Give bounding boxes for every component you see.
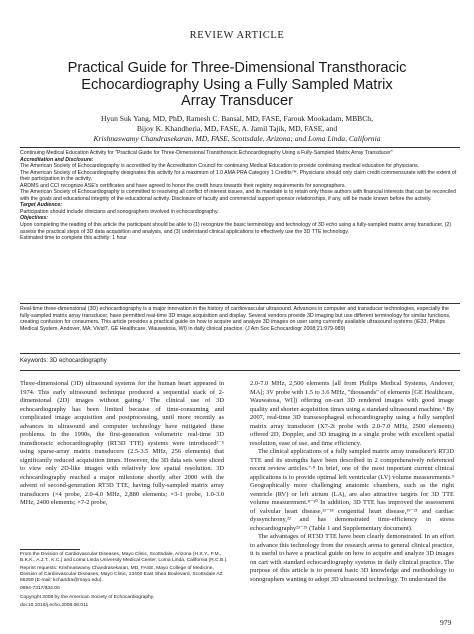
cme-box bbox=[20, 150, 460, 242]
page-number: 979 bbox=[440, 618, 452, 627]
body-column-left bbox=[20, 380, 224, 508]
accreditation-text-4: The American Society of Echocardiography is committed to resolving all conflict of interest issues, and its mandate is to retain only those authors with financial interests that can be reconciled with the goals and educational integrity of the educational activity. Disclosure of faculty and commercial support sponsor relationships, if any, will be made known before the activity. bbox=[20, 189, 456, 202]
copyright-note: Copyright 2008 by the American Society of Echocardiography. bbox=[20, 594, 155, 600]
article-title bbox=[40, 60, 434, 110]
cme-top-rule bbox=[20, 147, 460, 148]
footnotes bbox=[20, 552, 230, 611]
authors-line-3: Krishnaswamy Chandrasekaran, MD, FASE, Scottsdale, Arizona; and Loma Linda, California bbox=[93, 134, 381, 144]
cme-intro: Continuing Medical Education Activity for "Practical Guide for Three-Dimensional Transthoracic Echocardiography Using a Fully-Sampled Matrix Array Transducer" bbox=[20, 150, 393, 156]
objectives-heading: Objectives: bbox=[20, 215, 48, 222]
affiliation-note: From the Division of Cardiovascular Diseases, Mayo Clinic, Scottsdale, Arizona (H.S.Y., F.M., B.K.K., A.J.T., K.C.) and Loma Linda University Medical Center, Loma Linda, California (R.C.B.). bbox=[20, 552, 228, 564]
abstract-text: Real-time three-dimensional (3D) echocardiography is a major innovation in the history of cardiovascular ultrasound. Advances in computer and transducer technologies, especially the fully-sampled matrix array transducer, have permitted real-time 3D image acquisition and display. Several vendors provide 3D imaging but use different terminology for similar functions, creating confusion for consumers. This article provides a practical guide on how to acquire and analyze 3D images on user using currently available ultrasound systems (iE33, Philips Medical System, Andover, MA; Vivid7, GE Healthcare, Wauwatosa, WI) in daily clinical practice. (J Am Soc Echocardiogr 2008;21:979-989) bbox=[20, 306, 451, 332]
keywords: Keywords: 3D echocardiography bbox=[20, 358, 107, 364]
title-line-3: Array Transducer bbox=[181, 93, 293, 109]
article-type-header: REVIEW ARTICLE bbox=[189, 30, 285, 41]
accreditation-text-3: ARDMS and CCI recognize ASE's certificates and have agreed to honor the credit hours towards their registry requirements for sonographers. bbox=[20, 182, 346, 189]
title-line-2: Echocardiography Using a Fully Sampled Matrix bbox=[81, 76, 393, 93]
doi-note: doi:10.1016/j.echo.2008.06.011 bbox=[20, 602, 89, 608]
body-paragraph: The advantages of RT3D TTE have been clearly demonstrated. In an effort to advance this technology from the research arena to general clinical practice, it is useful to have a practical guide on how to acquire and analyze 3D images on cart with standard echocardiography systems in daily clinical practice. The purpose of this article is to present basic 3D knowledge and methodology to sonographers wanting to adopt 3D ultrasound technology. To understand the bbox=[250, 533, 454, 583]
keywords-bottom-rule bbox=[20, 370, 460, 371]
audience-heading: Target Audience: bbox=[20, 202, 62, 209]
title-line-1: Practical Guide for Three-Dimensional Transthoracic bbox=[67, 60, 407, 76]
body-column-right bbox=[250, 380, 454, 584]
objectives-text: Upon completing the reading of this article the participant should be able to (1) recognize the basic terminology and technology of 3D echo using a fully-sampled matrix array transducer, (2) assess the practical steps of 3D data acquisition and analysis, and (3) understand clinical applications to effectively use the 3D TTE technology. bbox=[20, 222, 452, 235]
reprint-note: Reprint requests: Krishnaswamy Chandrasekaran, MD, FASE, Mayo College of Medicine, Division of Cardiovascular Diseases, Mayo Clinic, 13400 East Shea Boulevard, Scottsdale AZ 85259 (E-mail: kchandra@mayo.edu). bbox=[20, 566, 223, 584]
footnote-rule bbox=[20, 549, 80, 550]
body-paragraph: Three-dimensional (3D) ultrasound systems for the human heart appeared in 1974. This early ultrasound technique produced a sequential stack of 2-dimensional (2D) images without gating.¹ The clinical use of 3D echocardiography has been limited because of time-consuming and complicated image acquisition and postprocessing, until more recently as advances in ultrasound and computer technology have mitigated these problems. In the 1990s, the first-generation volumetric real-time 3D transthoracic echocardiography (RT3D TTE) systems were introduced²⁻⁵ using sparse-array matrix transducers (2.5-3.5 MHz, 256 elements) that significantly reduced acquisition times. However, the 3D data sets were sliced to view only 2D-like images with relatively low spatial resolution. 3D echocardiography reached a major milestone shortly after 2000 with the advent of second-generation RT3D TTE, having fully-sampled matrix array transducers (×4 probe, 2.0-4.0 MHz, 2,880 elements; ×3-1 probe, 1.0-3.0 MHz, 2400 elements; ×7-2 probe, bbox=[20, 380, 224, 506]
authors-line-1: Hyun Suk Yang, MD, PhD, Ramesh C. Bansal, MD, FASE, Farouk Mookadam, MBBCh, bbox=[101, 114, 373, 123]
estimated-time: Estimated time to complete this activity: 1 hour bbox=[20, 235, 127, 242]
body-paragraph: The clinical applications of a fully sampled matrix array transducer's RT3D TTE and its strengths have been described in 2 comprehensively referenced recent review articles.⁷·⁸ In brief, one of the most important current clinical applications is to provide optimal left ventricular (LV) volume measurements.⁹ Geographically more challenging anatomic chambers, such as the right ventricle (RV) or left atrium (LA), are also attractive targets for 3D TTE volume measurement.⁸⁻¹⁰ In addition, 3D TTE has improved the assessment of valvular heart disease,¹¹⁻¹⁸ congenital heart disease,¹⁹⁻²¹ and cardiac dyssynchrony,²² and has demonstrated time-efficiency in stress echocardiography²³⁻²⁵ (Table 1 and Supplementary document). bbox=[250, 448, 454, 532]
authors-line-2: Bijoy K. Khandheria, MD, FASE, A. Jamil Tajik, MD, FASE, and bbox=[136, 124, 338, 134]
abstract-top-rule bbox=[20, 303, 460, 304]
author-list bbox=[30, 114, 444, 145]
accreditation-text-1: The American Society of Echocardiography is accredited by the Accreditation Council for continuing Medical Education to provide continuing medical education for physicians. bbox=[20, 163, 420, 170]
audience-text: Participation should include clinicians and sonographers involved in echocardiography. bbox=[20, 208, 219, 215]
body-paragraph: 2.0-7.0 MHz, 2,500 elements [all from Philips Medical Systems, Andover, MA]; 3V probe with 1.5 to 3.6 MHz, "thousands" of elements [GE Healthcare, Wauwatosa, WI]) offering on-cart 3D rendered images with good image quality and shorter acquisition times using a standard ultrasound machine.⁶ By 2007, real-time 3D transesophageal echocardiography using a fully sampled matrix array transducer (X7-2t probe with 2.0-7.0 MHz, 2500 elements) offered 2D, Doppler, and 3D imaging in a single probe with excellent spatial resolution, ease of use, and time efficiency. bbox=[250, 380, 454, 447]
accreditation-text-2: The American Society of Echocardiography designates this activity for a maximum of 1.0 AMA PRA Category 1 Credits™. Physicians should only claim credit commensurate with the extent of their participation in the activity. bbox=[20, 169, 457, 183]
abstract-bottom-rule bbox=[20, 353, 460, 354]
issn-note: 0894-7317/$34.00 bbox=[20, 586, 60, 592]
accreditation-heading: Accreditation and Disclosure: bbox=[20, 156, 94, 163]
